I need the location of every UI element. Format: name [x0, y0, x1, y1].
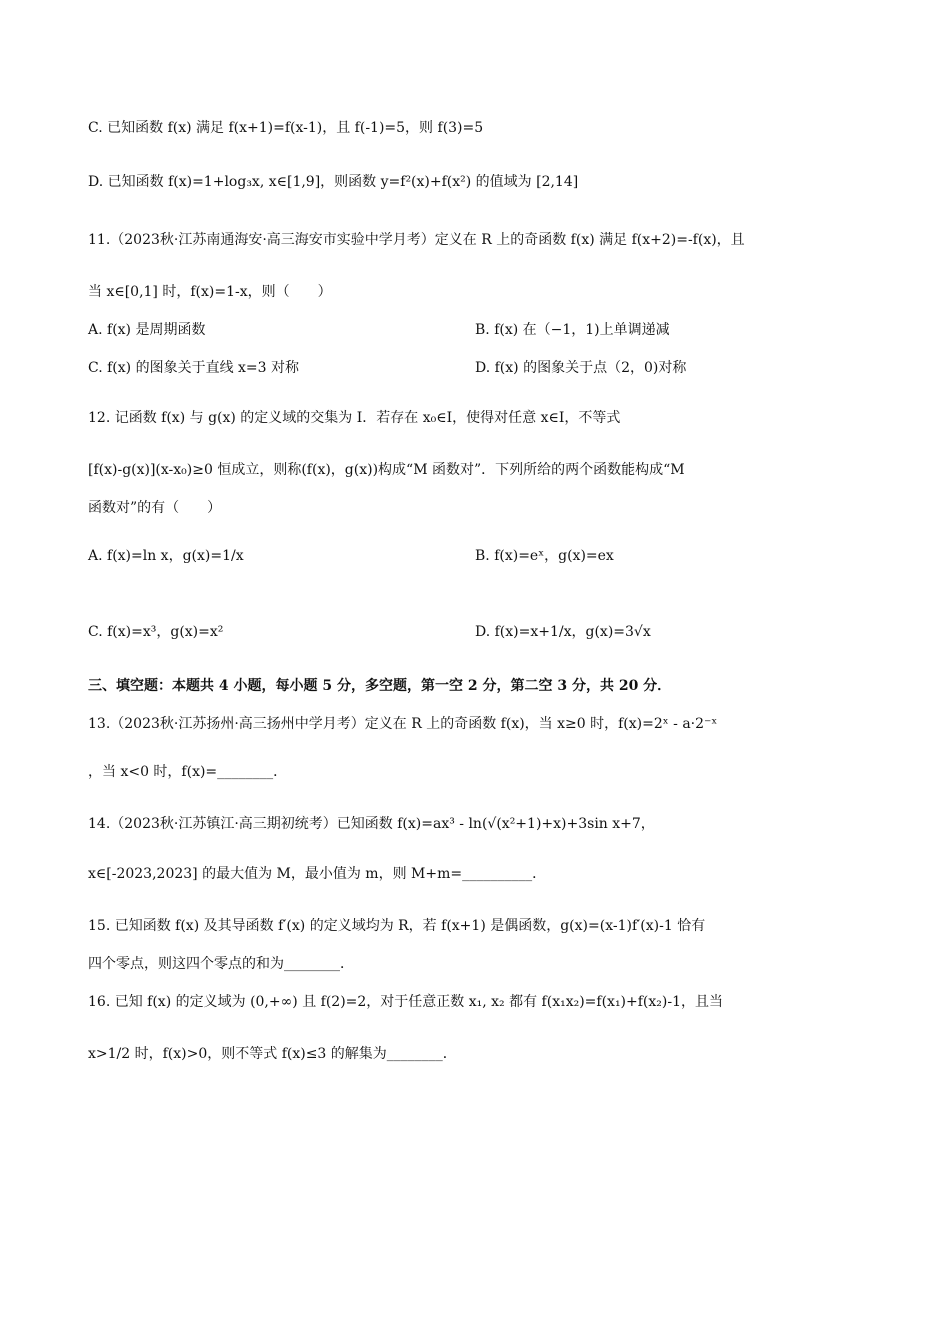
question-11-condition: 当 x∈[0,1] 时，f(x)=1-x，则（ ）: [88, 284, 332, 300]
q11-option-c: C. f(x) 的图象关于直线 x=3 对称: [88, 360, 299, 376]
section-heading-fill-in: 三、填空题：本题共 4 小题，每小题 5 分，多空题，第一空 2 分，第二空 3 分，共 20 分．: [88, 678, 672, 694]
q12-option-d: D. f(x)=x+1/x，g(x)=3√x: [475, 624, 651, 640]
q11-option-b: B. f(x) 在（−1，1)上单调递减: [475, 322, 670, 338]
option-d-q10: D. 已知函数 f(x)=1+log₃x, x∈[1,9]，则函数 y=f²(x)+f(x²) 的值域为 [2,14]: [88, 174, 579, 190]
q12-option-b: B. f(x)=eˣ，g(x)=ex: [475, 548, 614, 564]
question-14-stem: 14.（2023秋·江苏镇江·高三期初统考）已知函数 f(x)=ax³ - ln(√(x²+1)+x)+3sin x+7，: [88, 816, 655, 832]
question-12-stem: 12. 记函数 f(x) 与 g(x) 的定义域的交集为 I．若存在 x₀∈I，使得对任意 x∈I，不等式: [88, 410, 621, 426]
question-12-prompt: 函数对”的有（ ）: [88, 500, 222, 516]
q12-option-a: A. f(x)=ln x，g(x)=1/x: [88, 548, 244, 564]
option-c-q10: C. 已知函数 f(x) 满足 f(x+1)=f(x-1)，且 f(-1)=5，则 f(3)=5: [88, 120, 484, 136]
question-15-blank: 四个零点，则这四个零点的和为________．: [88, 956, 354, 972]
question-11-stem: 11.（2023秋·江苏南通海安·高三海安市实验中学月考）定义在 R 上的奇函数 f(x) 满足 f(x+2)=-f(x)，且: [88, 232, 745, 248]
q11-option-d: D. f(x) 的图象关于点（2，0)对称: [475, 360, 687, 376]
question-12-inequality: [f(x)-g(x)](x-x₀)≥0 恒成立，则称(f(x)，g(x))构成“M 函数对”．下列所给的两个函数能构成“M: [88, 462, 685, 478]
question-15-stem: 15. 已知函数 f(x) 及其导函数 f′(x) 的定义域均为 R，若 f(x+1) 是偶函数，g(x)=(x-1)f′(x)-1 恰有: [88, 918, 706, 934]
question-16-blank: x>1/2 时，f(x)>0，则不等式 f(x)≤3 的解集为________．: [88, 1046, 457, 1062]
q11-option-a: A. f(x) 是周期函数: [88, 322, 206, 338]
question-16-stem: 16. 已知 f(x) 的定义域为 (0,+∞) 且 f(2)=2，对于任意正数 x₁, x₂ 都有 f(x₁x₂)=f(x₁)+f(x₂)-1，且当: [88, 994, 724, 1010]
question-13-stem: 13.（2023秋·江苏扬州·高三扬州中学月考）定义在 R 上的奇函数 f(x)，当 x≥0 时，f(x)=2ˣ - a·2⁻ˣ: [88, 716, 718, 732]
q12-option-c: C. f(x)=x³，g(x)=x²: [88, 624, 224, 640]
question-13-blank: ，当 x<0 时，f(x)=________．: [88, 764, 288, 780]
question-14-blank: x∈[-2023,2023] 的最大值为 M，最小值为 m，则 M+m=__________．: [88, 866, 547, 882]
